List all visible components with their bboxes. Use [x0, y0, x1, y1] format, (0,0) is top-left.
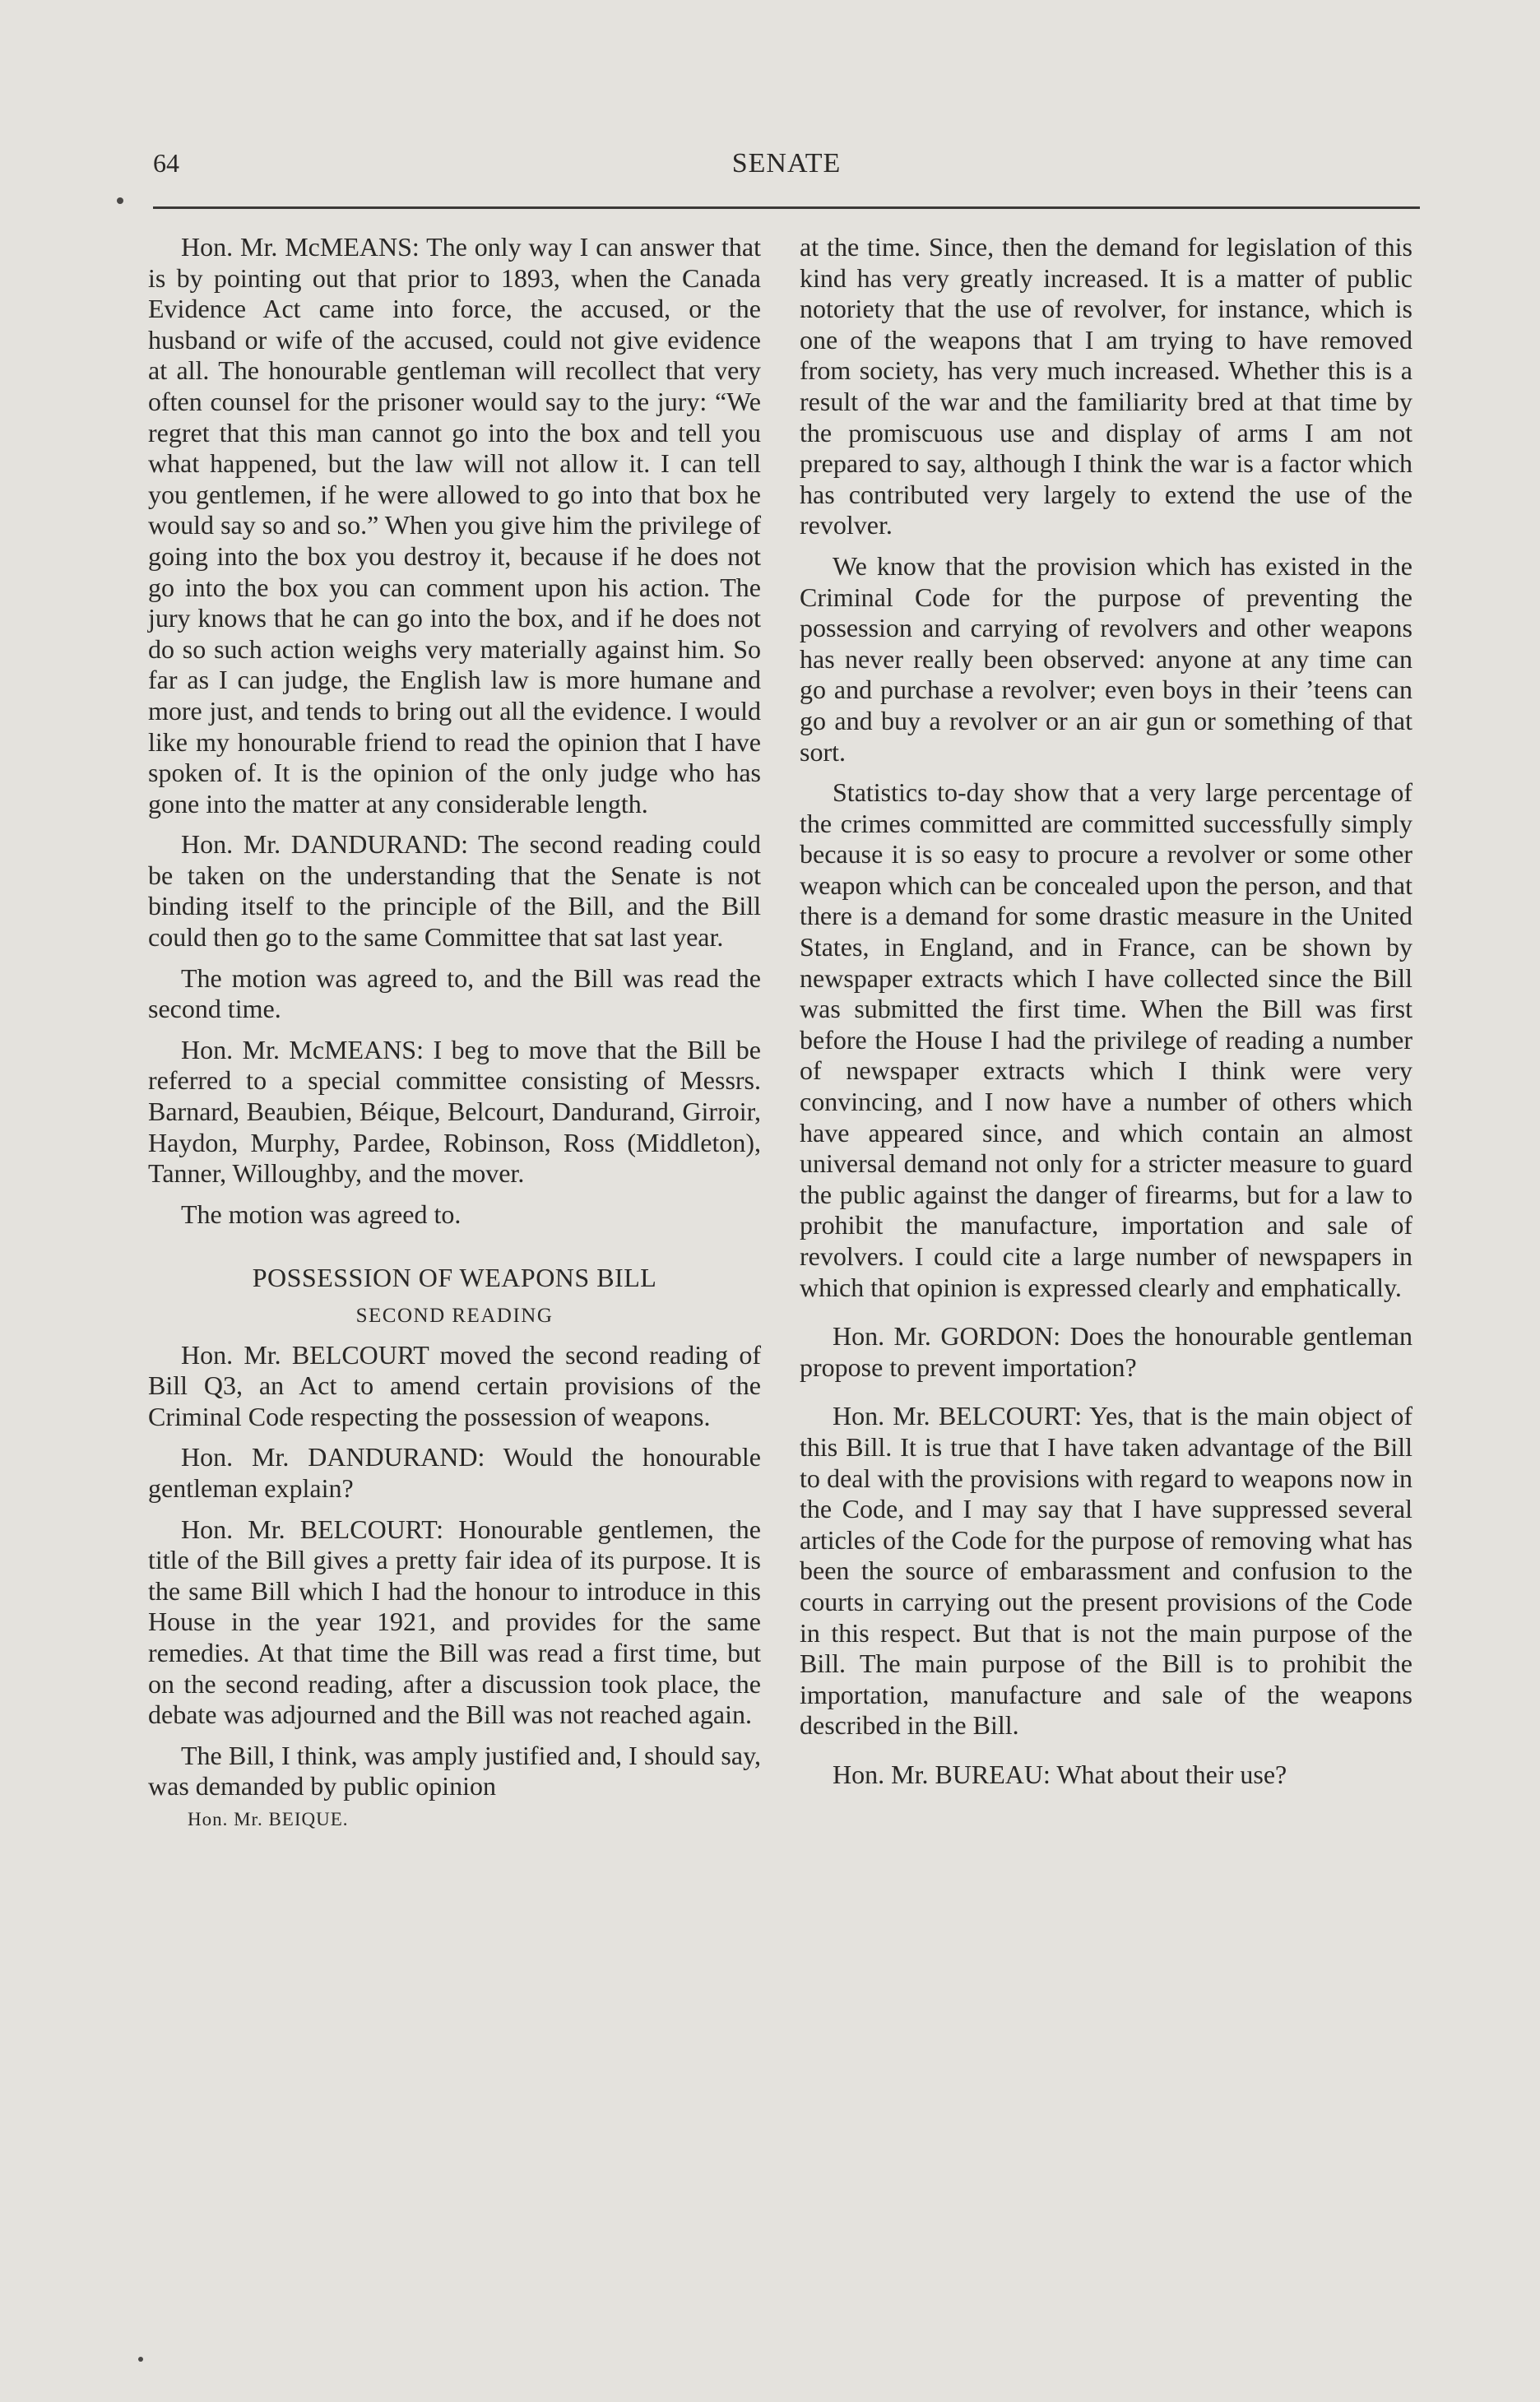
footer-speaker-note: Hon. Mr. BEIQUE.: [188, 1808, 349, 1829]
paragraph: Hon. Mr. McMEANS: The only way I can answer that is by pointing out that prior to 1893, when the Canada Evidence Act came into force, the accused, or the husband or wife of the accused, could not give evidence at all. The honourable gentleman will recollect that very often counsel for the prisoner would say to the jury: “We regret that this man cannot go into the box and tell you what happened, but the law will not allow it. I can tell you gentlemen, if he were allowed to go into that box he would say so and so.” When you give him the privilege of going into the box you destroy it, because if he does not go into the box you can comment upon his action. The jury knows that he can go into the box, and if he does not do so such action weighs very materially against him. So far as I can judge, the English law is more humane and more just, and tends to bring out all the evidence. I would like my honourable friend to read the opinion that I have spoken of. It is the opinion of the only judge who has gone into the matter at any considerable length.: [148, 232, 761, 818]
scan-speck: [138, 2357, 143, 2362]
running-title: SENATE: [731, 148, 842, 179]
paragraph: Hon. Mr. BELCOURT moved the second reading of Bill Q3, an Act to amend certain provisions of the Criminal Code respecting the possession of weapons.: [148, 1339, 761, 1431]
paragraph: Hon. Mr. DANDURAND: The second reading could be taken on the understanding that the Senate is not binding itself to the principle of the Bill, and the Bill could then go to the same Committee that sat last year.: [148, 829, 761, 953]
header-rule: [153, 206, 1420, 209]
paragraph: We know that the provision which has existed in the Criminal Code for the purpose of preventing the possession and carrying of revolvers and other weapons has never really been observed: anyone at any time can go and purchase a revolver; even boys in their ’teens can go and buy a revolver or an air gun or something of that sort.: [800, 550, 1412, 767]
paragraph: Hon. Mr. GORDON: Does the honourable gentleman propose to prevent importation?: [800, 1321, 1412, 1382]
paragraph: Hon. Mr. BUREAU: What about their use?: [833, 1759, 1287, 1789]
scan-speck: [117, 197, 123, 204]
paragraph: Hon. Mr. BELCOURT: Yes, that is the main object of this Bill. It is true that I have taken advantage of the Bill to deal with the provisions with regard to weapons now in the Code, and I may say that I have suppressed several articles of the Code for the purpose of removing what has been the source of embarassment and confusion to the courts in carrying out the present provisions of the Code in this respect. But that is not the main purpose of the Bill. The main purpose of the Bill is to prohibit the importation, manufacture and sale of the weapons described in the Bill.: [800, 1401, 1412, 1741]
paragraph: Hon. Mr. BELCOURT: Honourable gentlemen, the title of the Bill gives a pretty fair idea of its purpose. It is the same Bill which I had the honour to introduce in this House in the year 1921, and provides for the same remedies. At that time the Bill was read a first time, but on the second reading, after a discussion took place, the debate was adjourned and the Bill was not reached again.: [148, 1514, 761, 1730]
section-heading: POSSESSION OF WEAPONS BILL: [252, 1263, 657, 1293]
left-column: [148, 232, 761, 1835]
paragraph: The motion was agreed to, and the Bill was read the second time.: [148, 962, 761, 1024]
page-number: 64: [153, 148, 179, 178]
paragraph: Hon. Mr. McMEANS: I beg to move that the Bill be referred to a special committee consisting of Messrs. Barnard, Beaubien, Béique, Belcourt, Dandurand, Girroir, Haydon, Murphy, Pardee, Robinson, Ross (Middleton), Tanner, Willoughby, and the mover.: [148, 1034, 761, 1189]
right-column: [800, 232, 1412, 1801]
section-subheading: SECOND READING: [355, 1305, 554, 1327]
paragraph: Statistics to-day show that a very large percentage of the crimes committed are committed successfully simply because it is so easy to procure a revolver or some other weapon which can be concealed upon the person, and that there is a demand for some drastic measure in the United States, in England, and in France, can be shown by newspaper extracts which I have collected since the Bill was submitted the first time. When the Bill was first before the House I had the privilege of reading a number of newspaper extracts which I think were very convincing, and I now have a number of others which have appeared since, and which contain an almost universal demand not only for a stricter measure to guard the public against the danger of firearms, but for a law to prohibit the manufacture, importation and sale of revolvers. I could cite a large number of newspapers in which that opinion is expressed clearly and emphatically.: [800, 777, 1412, 1302]
paragraph: The Bill, I think, was amply justified and, I should say, was demanded by public opinion: [148, 1740, 761, 1802]
paragraph: The motion was agreed to.: [181, 1199, 462, 1229]
paragraph: Hon. Mr. DANDURAND: Would the honourable gentleman explain?: [148, 1442, 761, 1503]
paragraph: at the time. Since, then the demand for legislation of this kind has very greatly increased. It is a matter of public notoriety that the use of revolver, for instance, which is one of the weapons that I am trying to have removed from society, has very much increased. Whether this is a result of the war and the familiarity bred at that time by the promiscuous use and display of arms I am not prepared to say, although I think the war is a factor which has contributed very largely to extend the use of the revolver.: [800, 232, 1412, 540]
page-header: [153, 148, 1420, 189]
